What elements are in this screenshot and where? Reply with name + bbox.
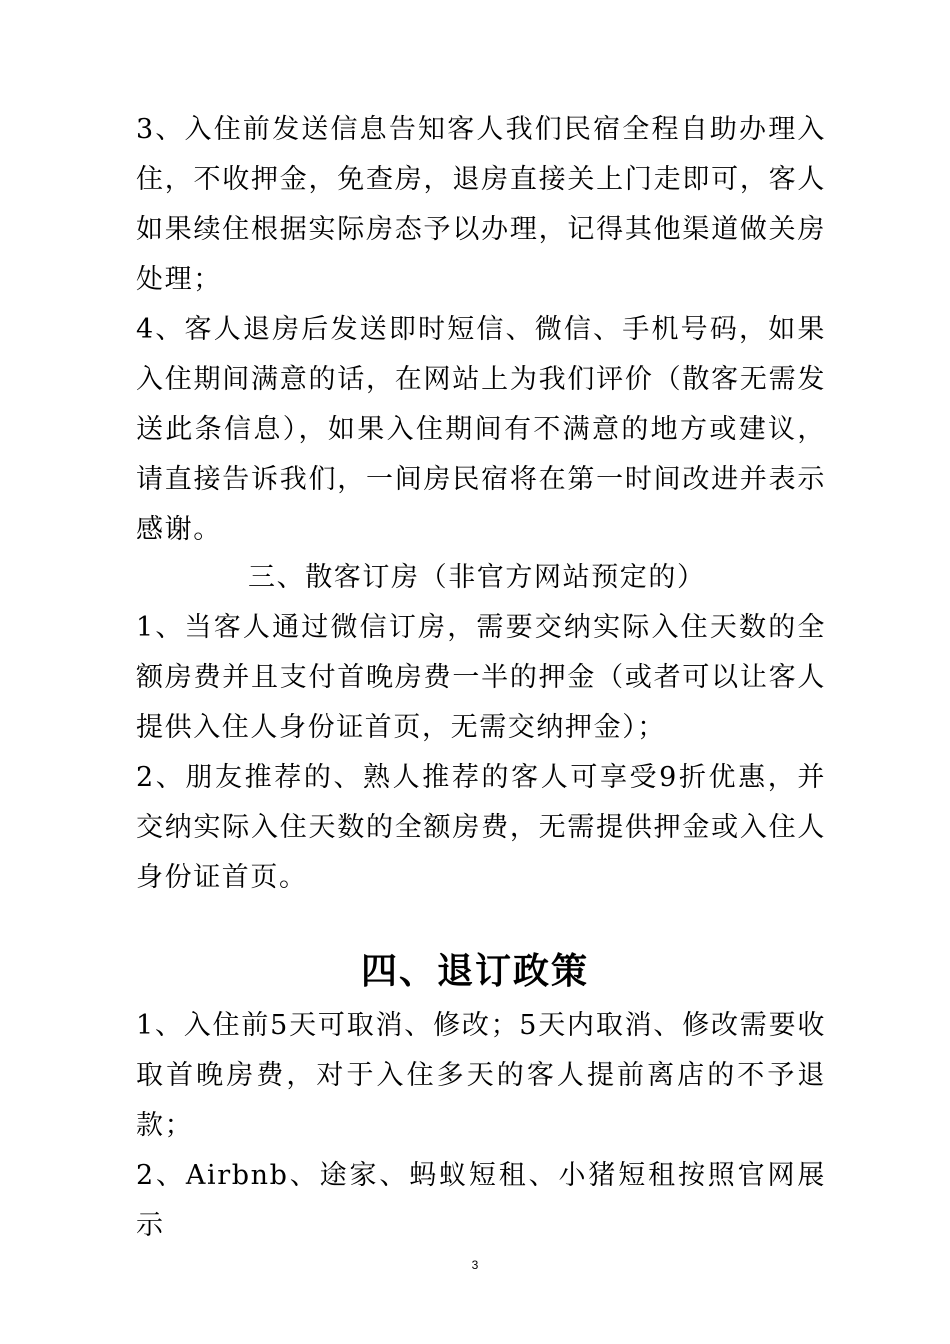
page-number: 3 [471, 1258, 479, 1272]
cancellation-rule-paragraph: 1、入住前5天可取消、修改；5天内取消、修改需要收取首晚房费，对于入住多天的客人提前离店的不予退款； [136, 1010, 826, 1141]
platform-policy-paragraph: 2、Airbnb、途家、蚂蚁短租、小猪短租按照官网展示 [136, 1160, 826, 1241]
walk-in-booking-heading: 三、散客订房（非官方网站预定的） [248, 562, 706, 593]
referral-discount-paragraph: 2、朋友推荐的、熟人推荐的客人可享受9折优惠，并交纳实际入住天数的全额房费，无需提供押金或入住人身份证首页。 [136, 762, 826, 893]
walk-in-booking-section [136, 603, 826, 903]
section-three-continued [136, 105, 826, 555]
wechat-booking-paragraph: 1、当客人通过微信订房，需要交纳实际入住天数的全额房费并且支付首晚房费一半的押金（或者可以让客人提供入住人身份证首页，无需交纳押金）； [136, 612, 826, 743]
checkout-feedback-paragraph: 4、客人退房后发送即时短信、微信、手机号码，如果入住期间满意的话，在网站上为我们评价（散客无需发送此条信息），如果入住期间有不满意的地方或建议，请直接告诉我们，一间房民宿将在第一时间改进并表示感谢。 [136, 314, 826, 545]
cancellation-policy-heading: 四、退订政策 [360, 950, 589, 992]
checkin-notice-paragraph: 3、入住前发送信息告知客人我们民宿全程自助办理入住，不收押金，免查房，退房直接关上门走即可，客人如果续住根据实际房态予以办理，记得其他渠道做关房处理； [136, 114, 826, 295]
cancellation-policy-section [136, 1001, 826, 1251]
